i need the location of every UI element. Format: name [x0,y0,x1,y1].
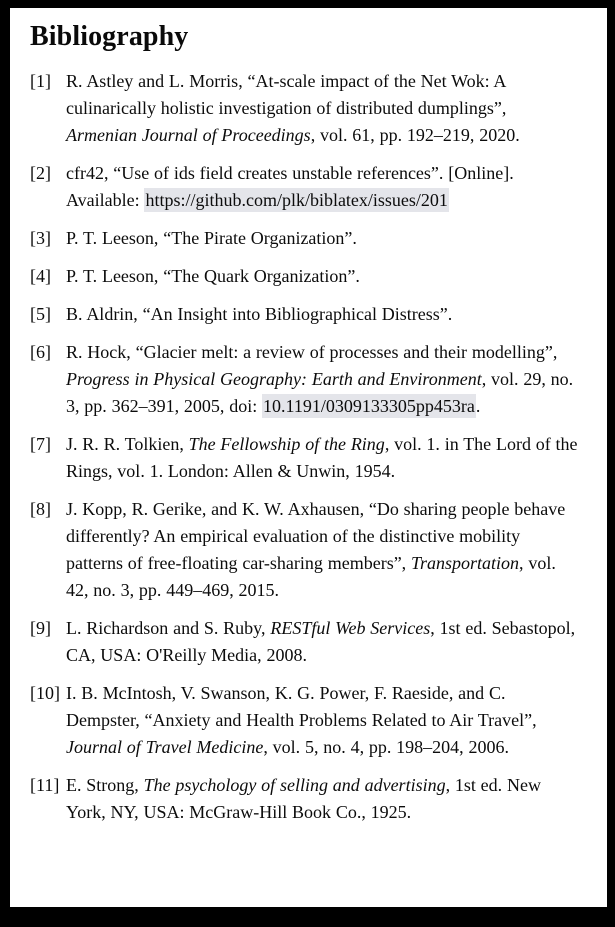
entry-text-segment: , vol. 1. in The Lord of the Rings, vol. 1. London: Allen & Unwin, 1954. [66,434,578,482]
entry-text-segment: cfr42, “Use of ids field creates unstable references”. [Online]. Available: [66,163,514,211]
entry-text [66,339,580,420]
italic-title: Journal of Travel Medicine [66,737,264,758]
italic-title: Armenian Journal of Proceedings [66,125,311,146]
entry-text-segment: , vol. 29, no. 3, pp. 362–391, 2005, doi: [66,369,574,417]
external-link[interactable]: https://github.com/plk/biblatex/issues/201 [145,190,448,211]
entry-text-segment: L. Richardson and S. Ruby, [66,618,271,639]
external-link[interactable]: 10.1191/0309133305pp453ra [263,396,475,417]
italic-title: Progress in Physical Geography: Earth and Environment [66,369,482,390]
bibliography-list [30,68,589,826]
entry-text [66,431,580,485]
entry-text-segment: P. T. Leeson, “The Quark Organization”. [66,266,360,287]
entry-number: [7] [30,434,51,455]
entry-text-segment: I. B. McIntosh, V. Swanson, K. G. Power, F. Raeside, and C. Dempster, “Anxiety and Health Problems Related to Air Travel”, [66,683,537,731]
entry-text [66,160,580,214]
entry-number: [8] [30,499,51,520]
entry-text [66,615,580,669]
entry-text [66,68,580,149]
bibliography-entry [30,160,589,214]
bibliography-entry [30,431,589,485]
bibliography-entry [30,263,589,290]
entry-number: [4] [30,266,51,287]
italic-title: Transportation [411,553,520,574]
bibliography-entry [30,615,589,669]
bibliography-entry [30,680,589,761]
entry-number: [5] [30,304,51,325]
entry-number: [6] [30,342,51,363]
entry-number: [2] [30,163,51,184]
entry-text-segment: R. Hock, “Glacier melt: a review of processes and their modelling”, [66,342,558,363]
entry-text-segment: B. Aldrin, “An Insight into Bibliographical Distress”. [66,304,453,325]
bibliography-entry [30,225,589,252]
entry-text-segment: E. Strong, [66,775,144,796]
entry-text [66,680,580,761]
entry-text-segment: P. T. Leeson, “The Pirate Organization”. [66,228,357,249]
entry-number: [1] [30,71,51,92]
italic-title: The psychology of selling and advertising [143,775,446,796]
entry-text [66,225,580,252]
entry-text-segment: , vol. 42, no. 3, pp. 449–469, 2015. [66,553,556,601]
entry-text-segment: J. R. R. Tolkien, [66,434,189,455]
entry-text-segment: J. Kopp, R. Gerike, and K. W. Axhausen, “Do sharing people behave differently? An empirical evaluation of the distinctive mobility patterns of free-floating car-sharing members”, [66,499,566,574]
entry-text [66,772,580,826]
entry-text [66,496,580,604]
entry-text-segment: , vol. 5, no. 4, pp. 198–204, 2006. [263,737,509,758]
entry-number: [9] [30,618,51,639]
entry-text-segment: , 1st ed. New York, NY, USA: McGraw-Hill Book Co., 1925. [66,775,541,823]
bibliography-entry [30,772,589,826]
entry-text [66,263,580,290]
entry-text-segment: , vol. 61, pp. 192–219, 2020. [310,125,520,146]
entry-text [66,301,580,328]
document-page [10,8,607,907]
page-title: Bibliography [30,21,189,52]
bibliography-entry [30,68,589,149]
italic-title: RESTful Web Services [270,618,431,639]
entry-number: [3] [30,228,51,249]
bibliography-entry [30,339,589,420]
entry-number: [10] [30,683,60,704]
bibliography-entry [30,301,589,328]
entry-text-segment: R. Astley and L. Morris, “At-scale impact of the Net Wok: A culinarically holistic investigation of distributed dumplings”, [66,71,507,119]
entry-number: [11] [30,775,60,796]
entry-text-segment: . [475,396,481,417]
bibliography-entry [30,496,589,604]
italic-title: The Fellowship of the Ring [188,434,385,455]
entry-text-segment: , 1st ed. Sebastopol, CA, USA: O'Reilly Media, 2008. [66,618,576,666]
